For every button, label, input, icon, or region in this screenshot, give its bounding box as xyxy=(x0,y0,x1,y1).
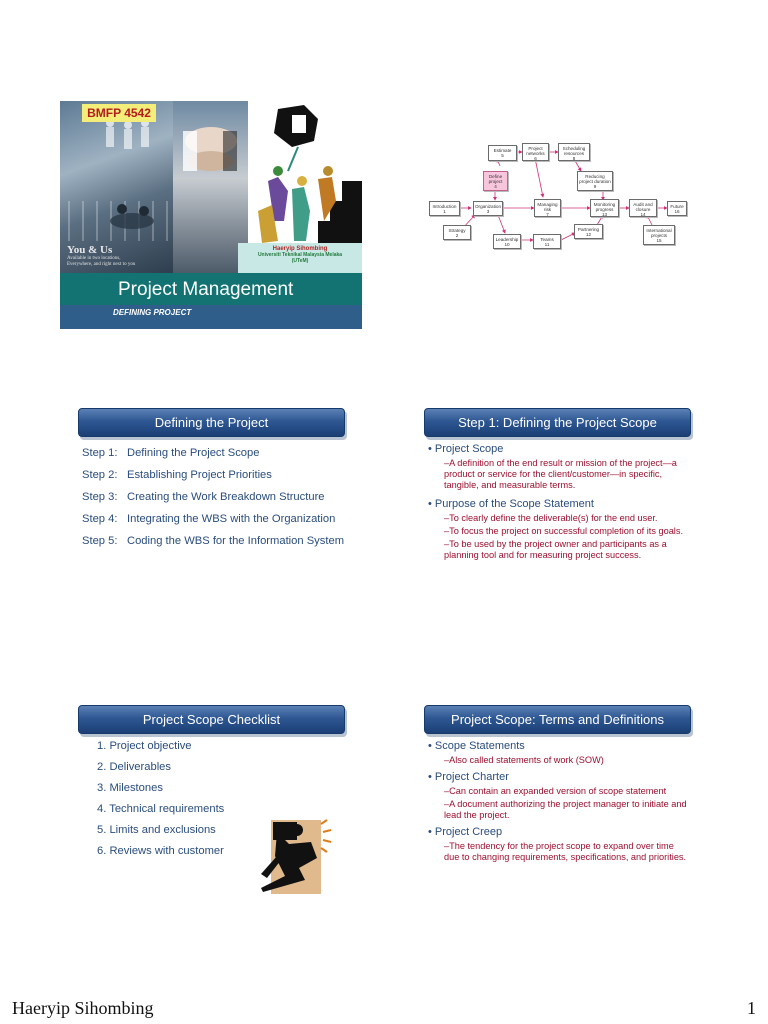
bullet-item: • Purpose of the Scope Statement xyxy=(428,498,594,510)
diagram-node xyxy=(574,224,603,239)
sub-bullet: –A document authorizing the project manager to initiate and lead the project. xyxy=(444,799,687,820)
node-number: 2 xyxy=(455,233,459,238)
node-label: Future xyxy=(670,204,684,209)
node-number: 15 xyxy=(656,238,662,243)
node-number: 6 xyxy=(534,156,537,161)
subtitle-bar xyxy=(60,305,362,329)
step-text: Creating the Work Breakdown Structure xyxy=(127,491,325,503)
bullet-item: • Project Scope xyxy=(428,443,504,455)
diagram-node xyxy=(522,143,549,161)
list-item: 3. Milestones xyxy=(97,782,163,794)
sub-bullet: –Can contain an expanded version of scope statement xyxy=(444,786,667,796)
list-item xyxy=(82,446,352,460)
list-item: 4. Technical requirements xyxy=(97,803,225,815)
sub-bullet: –A definition of the end result or mission of the project—a product or service for the client/customer—in specific, tangible, and measurable terms. xyxy=(444,458,677,490)
banner-title: Project Scope: Terms and Definitions xyxy=(451,712,664,727)
list-item: 1. Project objective xyxy=(97,740,192,752)
banner-title: Step 1: Defining the Project Scope xyxy=(458,415,657,430)
sub-bullet: –The tendency for the project scope to expand over time due to changing requirements, specifications, and priorities. xyxy=(444,841,687,862)
node-number: 12 xyxy=(585,232,592,237)
sub-bullet: –Also called statements of work (SOW) xyxy=(444,755,604,765)
list-item xyxy=(82,512,352,526)
node-label: Define project xyxy=(488,174,503,184)
diagram-node xyxy=(558,143,590,161)
step-number: Step 3: xyxy=(82,491,118,503)
step-number: Step 5: xyxy=(82,535,118,547)
diagram-node xyxy=(590,199,619,217)
page-number: 1 xyxy=(747,998,756,1018)
node-number: 13 xyxy=(601,212,608,217)
step-text: Defining the Project Scope xyxy=(127,447,260,459)
sub-bullet: –To focus the project on successful completion of its goals. xyxy=(444,526,683,536)
author-box xyxy=(238,243,362,273)
node-label: Organization xyxy=(474,204,502,209)
node-label: Estimate xyxy=(493,148,512,153)
title-slide xyxy=(60,101,362,329)
course-flow-diagram xyxy=(425,135,695,255)
sub-bullet: –To clearly define the deliverable(s) for the end user. xyxy=(444,513,658,523)
node-label: Leadership xyxy=(495,237,519,242)
slide-banner xyxy=(78,408,345,437)
step-text: Integrating the WBS with the Organization xyxy=(127,513,336,525)
list-item: 5. Limits and exclusions xyxy=(97,824,216,836)
node-label: Introduction xyxy=(432,204,457,209)
banner-title: Defining the Project xyxy=(154,415,269,430)
slogan-line: Everywhere, and right next to you xyxy=(67,262,136,267)
slogan-line: Available in two locations, xyxy=(67,256,121,261)
course-code-badge: BMFP 4542 xyxy=(82,104,156,122)
node-number: 1 xyxy=(443,209,446,214)
diagram-node xyxy=(473,201,503,216)
steps-list xyxy=(82,446,352,556)
footer-author: Haeryip Sihombing xyxy=(12,998,154,1018)
node-number: 7 xyxy=(546,212,549,217)
step-number: Step 2: xyxy=(82,469,118,481)
diagram-node xyxy=(533,234,561,249)
diagram-node xyxy=(667,201,687,216)
node-number: 14 xyxy=(640,212,646,217)
diagram-node xyxy=(577,171,613,191)
author-name: Haeryip Sihombing xyxy=(272,246,328,252)
banner-title: Project Scope Checklist xyxy=(142,712,281,727)
diagram-node xyxy=(443,225,471,240)
bullet-list xyxy=(428,737,690,863)
checklist xyxy=(97,739,224,865)
node-label: Scheduling resources xyxy=(562,146,586,156)
bullet-item: • Scope Statements xyxy=(428,740,525,752)
diagram-node-highlighted xyxy=(483,171,508,191)
step-number: Step 4: xyxy=(82,513,118,525)
step-text: Coding the WBS for the Information System xyxy=(127,535,345,547)
node-label: Audit and closure xyxy=(633,202,653,212)
node-label: Teams xyxy=(540,237,554,242)
list-item: 6. Reviews with customer xyxy=(97,845,224,857)
bullet-item: • Project Creep xyxy=(428,826,503,838)
list-item: 2. Deliverables xyxy=(97,761,171,773)
node-number: 16 xyxy=(674,209,680,214)
slide-banner xyxy=(78,705,345,734)
diagram-node xyxy=(643,225,675,245)
step-text: Establishing Project Priorities xyxy=(127,469,272,481)
university-name: Universiti Teknikal Malaysia Melaka xyxy=(257,252,343,258)
node-label: Project networks xyxy=(526,146,545,156)
list-item xyxy=(82,534,352,548)
slide-banner xyxy=(424,705,691,734)
node-number: 9 xyxy=(593,184,597,189)
node-number: 11 xyxy=(544,242,550,247)
diagram-node xyxy=(629,199,657,217)
university-abbr: (UTeM) xyxy=(291,258,309,264)
slide-subtitle: DEFINING PROJECT xyxy=(113,308,192,317)
slide-title: Project Management xyxy=(118,279,294,300)
sub-bullet: –To be used by the project owner and participants as a planning tool and for measuring project success. xyxy=(444,539,667,560)
node-label: International projects xyxy=(646,228,672,238)
diagram-node xyxy=(493,234,521,249)
node-label: Monitoring progress xyxy=(593,202,616,212)
diagram-node xyxy=(429,201,460,216)
diagram-node xyxy=(534,199,561,217)
list-item xyxy=(82,490,352,504)
slogan-title: You & Us xyxy=(67,244,113,256)
presenter-clipart-icon xyxy=(255,818,333,898)
hands-illustration xyxy=(173,101,248,273)
node-label: Strategy xyxy=(448,228,466,233)
bullet-item: • Project Charter xyxy=(428,771,509,783)
slide-banner xyxy=(424,408,691,437)
node-number: 5 xyxy=(501,153,504,158)
node-number: 10 xyxy=(504,242,510,247)
handshake-photo xyxy=(173,101,248,273)
node-number: 8 xyxy=(572,156,576,161)
node-number: 4 xyxy=(494,184,497,189)
list-item xyxy=(82,468,352,482)
node-label: Partnering xyxy=(577,227,600,232)
bullet-list xyxy=(428,440,690,561)
node-number: 3 xyxy=(486,209,490,214)
title-bar xyxy=(60,273,362,305)
step-number: Step 1: xyxy=(82,447,118,459)
node-label: Reducing project duration xyxy=(579,174,611,184)
node-label: Managing risk xyxy=(537,202,558,212)
diagram-node xyxy=(488,145,517,161)
